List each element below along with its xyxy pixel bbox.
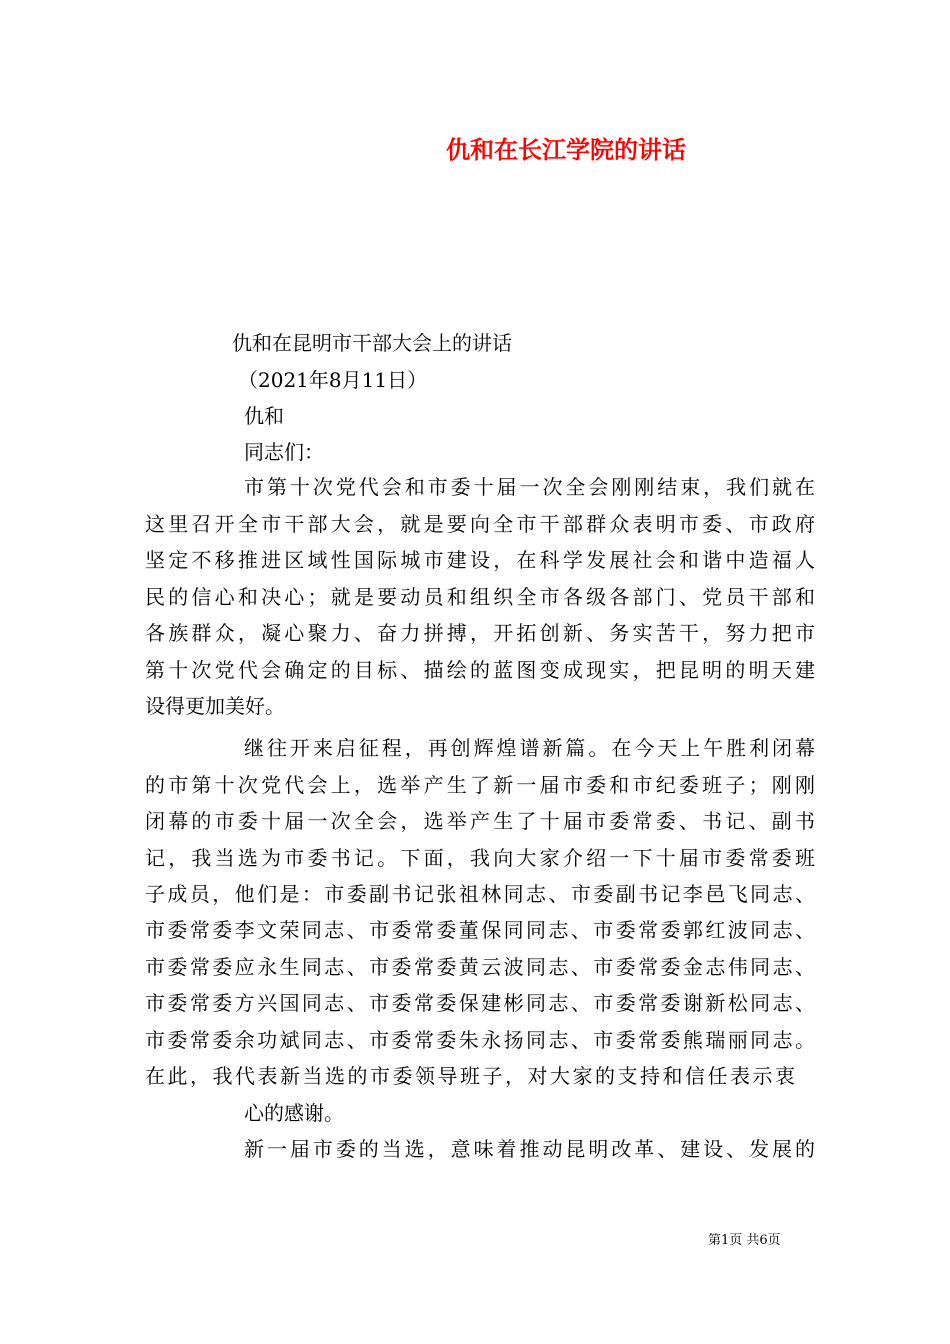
paragraph-line: 记，我当选为市委书记。下面，我向大家介绍一下十届市委常委班 [145, 846, 815, 870]
paragraph-line: 市委常委方兴国同志、市委常委保建彬同志、市委常委谢新松同志、 [145, 991, 815, 1015]
document-title: 仇和在长江学院的讲话 [446, 135, 686, 164]
page-number: 第1页 共6页 [708, 1233, 781, 1248]
speech-heading: 仇和在昆明市干部大会上的讲话 [232, 331, 512, 355]
paragraph-line: 新一届市委的当选，意味着推动昆明改革、建设、发展的 [244, 1137, 815, 1161]
paragraph-line: 市委常委应永生同志、市委常委黄云波同志、市委常委金志伟同志、 [145, 955, 815, 979]
paragraph-line: 设得更加美好。 [145, 694, 285, 718]
paragraph-line: 坚定不移推进区域性国际城市建设，在科学发展社会和谐中造福人 [145, 548, 815, 572]
paragraph-line: 继往开来启征程，再创辉煌谱新篇。在今天上午胜利闭幕 [244, 736, 815, 760]
paragraph-line: 子成员，他们是：市委副书记张祖林同志、市委副书记李邑飞同志、 [145, 882, 815, 906]
paragraph-line: 各族群众，凝心聚力、奋力拼搏，开拓创新、务实苦干，努力把市 [145, 621, 815, 645]
paragraph-line: 的市第十次党代会上，选举产生了新一届市委和市纪委班子；刚刚 [145, 773, 815, 797]
paragraph-line: 民的信心和决心；就是要动员和组织全市各级各部门、党员干部和 [145, 585, 815, 609]
salutation: 同志们： [244, 440, 324, 464]
paragraph-line: 市委常委余功斌同志、市委常委朱永扬同志、市委常委熊瑞丽同志。 [145, 1028, 815, 1052]
paragraph-line: 第十次党代会确定的目标、描绘的蓝图变成现实，把昆明的明天建 [145, 658, 815, 682]
paragraph-line: 市委常委李文荣同志、市委常委董保同同志、市委常委郭红波同志、 [145, 918, 815, 942]
paragraph-line: 市第十次党代会和市委十届一次全会刚刚结束，我们就在 [244, 475, 815, 499]
speaker-name: 仇和 [244, 404, 284, 428]
paragraph-line: 心的感谢。 [244, 1101, 344, 1125]
paragraph-line: 闭幕的市委十届一次全会，选举产生了十届市委常委、书记、副书 [145, 809, 815, 833]
paragraph-line: 这里召开全市干部大会，就是要向全市干部群众表明市委、市政府 [145, 512, 815, 536]
paragraph-line: 在此，我代表新当选的市委领导班子，对大家的支持和信任表示衷 [145, 1064, 795, 1088]
date-line: （2021年8月11日） [238, 368, 428, 392]
